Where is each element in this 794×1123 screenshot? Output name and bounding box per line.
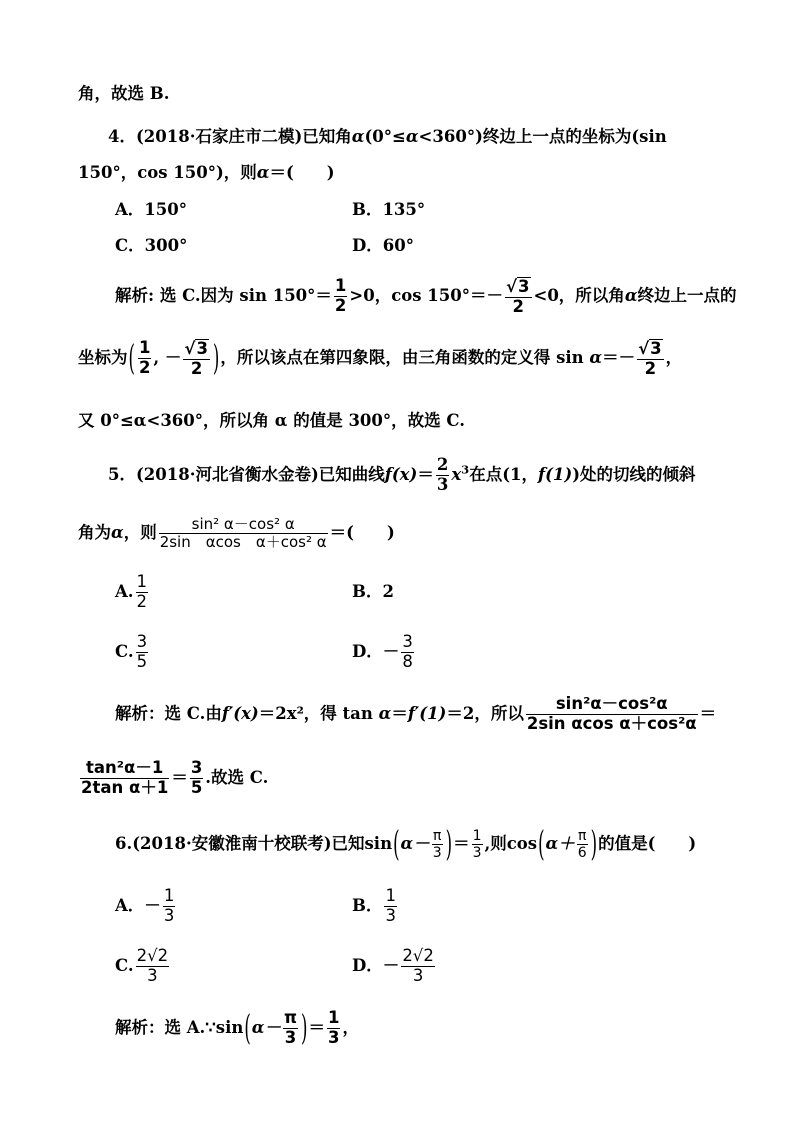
q4-alpha: α [589, 348, 603, 367]
q6-option-b [352, 882, 399, 930]
denominator: 3 [327, 1028, 340, 1047]
q4-stem-text: 已知角 [302, 127, 352, 146]
fraction [80, 759, 169, 798]
fraction [577, 828, 588, 861]
left-paren: ( [393, 823, 400, 864]
right-paren: ) [445, 823, 453, 864]
q4-solution-text: ， [665, 348, 683, 367]
q5-option-c [115, 628, 150, 676]
q4-solution-text: ＝－ [602, 348, 636, 367]
q5-solution-text: ＝ [391, 704, 408, 723]
numerator: 2√2 [402, 946, 434, 966]
fraction [159, 516, 328, 552]
denominator: 3 [147, 966, 158, 985]
denominator: 3 [163, 906, 175, 925]
q5-f1: f(1) [538, 465, 573, 484]
radicand: 3 [518, 276, 530, 296]
q6-solution-text: ＝ [308, 1018, 325, 1037]
numerator: √3 [506, 276, 530, 296]
q5-stem-text: 已知曲线 [318, 465, 385, 484]
fraction [384, 887, 397, 926]
fraction [136, 573, 149, 612]
q5-alpha: α [378, 704, 392, 723]
left-paren: ( [244, 1007, 251, 1048]
numerator: 2 [436, 455, 449, 475]
fraction [637, 339, 664, 379]
q6-inner: α－ [251, 1018, 281, 1037]
q4-alpha: α [256, 163, 270, 182]
q4-solution-text: 终边上一点的 [637, 286, 737, 305]
q4-option-c: C．300° [115, 236, 188, 255]
denominator: 6 [577, 845, 587, 861]
q4-option-a: A．150° [115, 200, 187, 219]
option-letter: D．－ [352, 642, 400, 661]
numerator: tan²α－1 [80, 759, 169, 779]
option-letter: C. [115, 956, 134, 975]
q6-solution-text: 选 A.∵sin [164, 1018, 244, 1037]
q4-alpha: α [624, 286, 638, 305]
q4-solution-line3: 又 0°≤α<360°，所以角 α 的值是 300°，故选 C. [78, 411, 465, 430]
numerator: 3 [136, 632, 148, 652]
q6-sin: sin [364, 834, 393, 853]
denominator: 2 [138, 358, 151, 377]
fraction [183, 339, 210, 379]
option-letter: B． [352, 896, 383, 915]
q4-alpha: α [351, 127, 365, 146]
fraction [505, 277, 532, 317]
q4-stem-line2 [78, 163, 335, 183]
denominator: 5 [190, 778, 203, 797]
q6-number: 6. [115, 834, 133, 853]
q4-solution-line2: 坐标为( $\frac{1}{2}$ , － $\frac{√3}{2}$ )，所以该点在第四象限，由三角函数的定义得 sin α＝－ $\frac{√3}{2}$ ， [78, 334, 682, 383]
denominator: 8 [402, 652, 413, 671]
q5-fprime-1: f′(1) [407, 704, 447, 723]
q6-stem-line1 [115, 820, 696, 869]
q4-stem-text: (0°≤ [364, 127, 406, 146]
numerator: 1 [138, 338, 151, 358]
fraction [327, 1009, 340, 1048]
denominator: 3 [284, 1028, 297, 1047]
q6-inner: α＋ [545, 834, 575, 853]
q4-solution-label: 解析: [115, 286, 155, 305]
q5-number: 5． [108, 465, 136, 484]
denominator: 2 [644, 358, 657, 378]
fraction [432, 828, 443, 861]
numerator: 1 [327, 1008, 340, 1028]
fraction [136, 947, 170, 986]
q6-stem-text: 的值是( ) [598, 834, 697, 853]
numerator: π [432, 827, 442, 844]
numerator: π [283, 1008, 298, 1028]
q5-option-a [115, 568, 150, 616]
numerator: 1 [136, 572, 148, 592]
right-paren: ) [301, 1007, 308, 1048]
numerator: √3 [638, 338, 662, 358]
numerator: 1 [385, 886, 396, 906]
radicand: 3 [196, 338, 208, 358]
denominator: 2 [334, 296, 347, 315]
q5-solution-text: .故选 C. [205, 768, 269, 787]
fraction [472, 828, 483, 861]
q4-source: (2018·石家庄市二模) [135, 127, 303, 146]
denominator: 3 [412, 966, 424, 985]
q6-source: (2018·安徽淮南十校联考) [132, 834, 332, 853]
q5-stem-text: 在点(1， [469, 465, 538, 484]
q5-stem-text: 角为 [78, 523, 111, 542]
left-paren: ( [538, 823, 545, 864]
left-paren: ( [128, 337, 135, 378]
numerator: sin²α－cos²α [526, 695, 698, 715]
q6-option-d [352, 942, 437, 990]
fraction [138, 339, 151, 378]
q5-option-b: B．2 [352, 582, 394, 601]
numerator: 3 [190, 758, 203, 778]
denominator: 3 [436, 475, 449, 494]
numerator: 1 [163, 886, 175, 906]
numerator: 2√2 [136, 946, 169, 966]
option-letter: A. [115, 582, 134, 601]
fraction [136, 633, 149, 672]
fraction [283, 1009, 298, 1048]
q5-option-d [352, 628, 416, 676]
q5-x: x [451, 465, 462, 484]
radicand: 3 [650, 338, 662, 358]
numerator: √3 [184, 338, 208, 358]
q5-fx: f(x) [384, 465, 418, 484]
fraction [436, 456, 449, 495]
denominator: 2tan α＋1 [81, 778, 169, 797]
option-letter: D．－ [352, 956, 400, 975]
q4-number: 4． [108, 127, 136, 146]
q5-stem-text: ＝ [417, 465, 434, 484]
q4-stem-text: <360°)终边上一点的坐标为(sin [418, 127, 667, 146]
numerator: sin² α－cos² α [159, 516, 328, 534]
option-letter: A．－ [115, 896, 161, 915]
q6-option-c [115, 942, 171, 990]
denominator: 5 [136, 652, 148, 671]
q6-stem-text: ,则 [484, 834, 507, 853]
q5-stem-text: )处的切线的倾斜 [572, 465, 696, 484]
denominator: 2 [136, 592, 148, 611]
fraction [190, 759, 203, 798]
q5-stem-text: ，则 [123, 523, 157, 542]
denominator: 2sin αcos α＋cos²α [526, 714, 697, 733]
q5-solution-text: ＝ [699, 704, 717, 723]
denominator: 2 [512, 296, 524, 316]
q4-solution-text: >0，cos 150°＝－ [349, 286, 503, 305]
q4-option-d: D．60° [352, 236, 415, 255]
q5-stem-text: ＝( ) [329, 523, 395, 542]
q6-solution-text: ， [342, 1018, 359, 1037]
q4-stem-text: ＝( ) [269, 163, 335, 182]
denominator: 3 [432, 845, 442, 861]
q5-fprime-x: f′(x) [221, 704, 259, 723]
q6-solution-label: 解析： [115, 1018, 165, 1037]
fraction [401, 947, 435, 986]
fraction [334, 277, 347, 316]
fraction [526, 695, 698, 734]
q4-alpha: α [405, 127, 419, 146]
q4-solution-text: <0，所以角 [533, 286, 625, 305]
numerator: 1 [334, 276, 347, 296]
right-paren: ) [212, 337, 220, 378]
q5-solution-line2 [78, 754, 268, 802]
numerator: 1 [472, 827, 482, 844]
q6-inner: α－ [400, 834, 430, 853]
q5-solution-text: ＝2x²，得 tan [258, 704, 373, 723]
q5-solution-text: ＝ [171, 768, 188, 787]
q6-stem-text: 已知 [331, 834, 365, 853]
q4-option-b: B．135° [352, 200, 426, 219]
q5-solution-line1 [115, 690, 716, 738]
right-paren: ) [590, 823, 598, 864]
q4-solution-text: 坐标为 [78, 348, 128, 367]
q5-solution-text: ＝2，所以 [446, 704, 524, 723]
q5-stem-line2 [78, 509, 395, 557]
q4-solution-text: ，所以该点在第四象限，由三角函数的定义得 sin [220, 348, 584, 367]
option-letter: C. [115, 642, 134, 661]
q5-solution-text: 选 C.由 [164, 704, 222, 723]
q6-cos: cos [506, 834, 538, 853]
q6-solution-line1 [115, 1004, 359, 1053]
denominator: 3 [385, 906, 396, 925]
q5-alpha: α [111, 523, 124, 542]
q6-option-a [115, 882, 177, 930]
denominator: 3 [472, 845, 482, 861]
q5-source: (2018·河北省衡水金卷) [135, 465, 319, 484]
q4-solution-text: 选 C.因为 sin 150°＝ [159, 286, 332, 305]
q6-stem-text: ＝ [453, 834, 470, 853]
q5-stem-line1: 5．(2018·河北省衡水金卷)已知曲线f(x)＝ $\frac{2}{3}$ $x^3$在点(1，f(1))处的切线的倾斜 [108, 455, 696, 494]
numerator: 3 [402, 632, 413, 652]
previous-answer-tail: 角，故选 B. [78, 84, 170, 103]
denominator: 2 [190, 358, 203, 378]
fraction [401, 633, 414, 672]
q4-stem-line1 [108, 127, 667, 147]
q5-solution-label: 解析： [115, 704, 165, 723]
q4-solution-line1 [115, 272, 737, 320]
numerator: π [577, 827, 587, 844]
fraction [163, 887, 176, 926]
denominator: 2sin αcos α＋cos² α [159, 533, 327, 551]
q4-stem-text: 150°，cos 150°)，则 [78, 163, 257, 182]
